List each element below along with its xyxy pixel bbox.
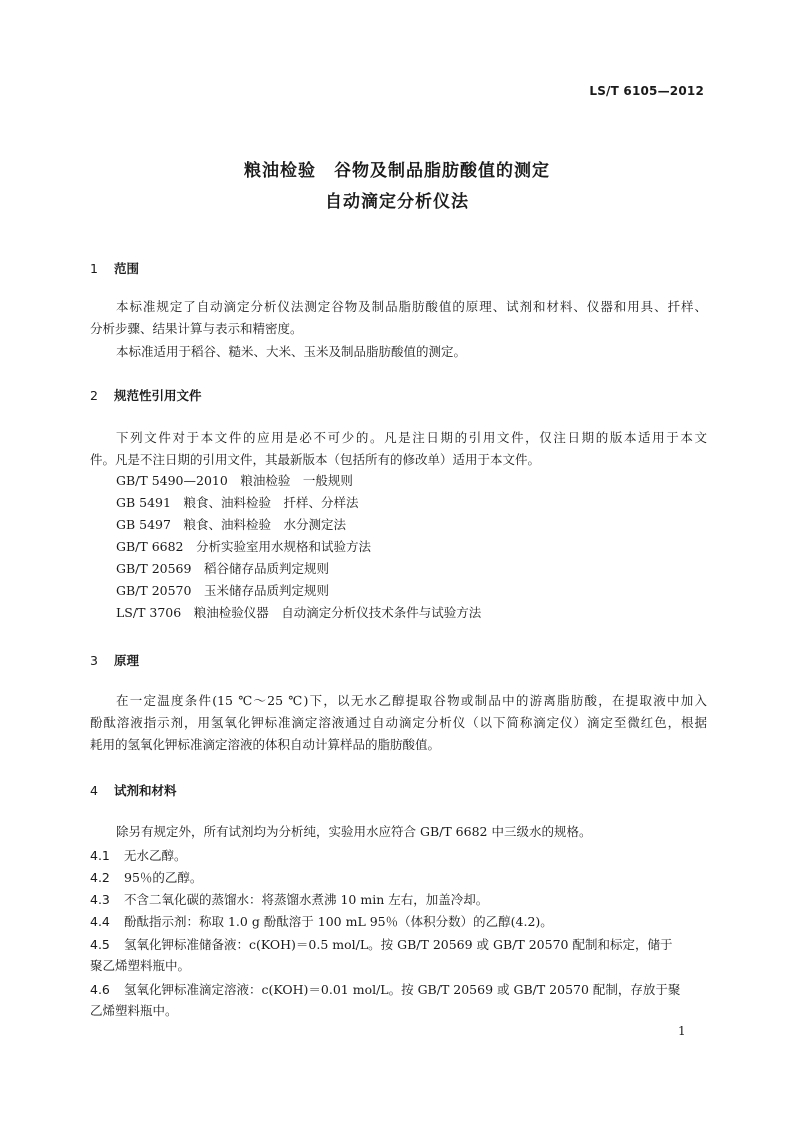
section-heading [90, 386, 202, 404]
reference-item: LS/T 3706 粮油检验仪器 自动滴定分析仪技术条件与试验方法 [116, 605, 482, 620]
list-item [90, 980, 680, 998]
list-item [90, 846, 187, 864]
list-item-continuation: 乙烯塑料瓶中。 [90, 1003, 178, 1018]
item-text: 无水乙醇。 [124, 848, 187, 863]
section-heading [90, 259, 139, 277]
section-title: 规范性引用文件 [113, 388, 202, 403]
standard-code: LS/T 6105—2012 [589, 84, 704, 98]
list-item [90, 912, 553, 930]
section-number: 4 [90, 783, 98, 798]
section-number: 3 [90, 653, 98, 668]
item-text: 不含二氧化碳的蒸馏水：将蒸馏水煮沸 10 min 左右，加盖冷却。 [124, 892, 489, 907]
reference-item: GB/T 5490—2010 粮油检验 一般规则 [116, 473, 353, 488]
paragraph-line: 除另有规定外，所有试剂均为分析纯，实验用水应符合 GB/T 6682 中三级水的规格。 [116, 824, 592, 839]
document-title-line1: 粮油检验 谷物及制品脂肪酸值的测定 [244, 161, 550, 181]
reference-item: GB/T 20569 稻谷储存品质判定规则 [116, 561, 329, 576]
paragraph-line: 件。凡是不注日期的引用文件，其最新版本（包括所有的修改单）适用于本文件。 [90, 452, 541, 467]
list-item [90, 935, 672, 953]
paragraph-line: 耗用的氢氧化钾标准滴定溶液的体积自动计算样品的脂肪酸值。 [90, 737, 441, 752]
section-number: 1 [90, 261, 98, 276]
item-text: 氢氧化钾标准储备液：c(KOH)＝0.5 mol/L。按 GB/T 20569 或 GB/T 20570 配制和标定，储于 [124, 937, 673, 952]
item-number: 4.1 [90, 848, 110, 863]
list-item [90, 868, 202, 886]
document-title-line2: 自动滴定分析仪法 [325, 192, 469, 212]
item-text: 酚酞指示剂：称取 1.0 g 酚酞溶于 100 mL 95％（体积分数）的乙醇(4.2)。 [124, 914, 553, 929]
list-item [90, 890, 488, 908]
section-heading [90, 651, 139, 669]
reference-item: GB 5497 粮食、油料检验 水分测定法 [116, 517, 346, 532]
item-number: 4.3 [90, 892, 110, 907]
reference-item: GB/T 6682 分析实验室用水规格和试验方法 [116, 539, 372, 554]
paragraph-line: 本标准规定了自动滴定分析仪法测定谷物及制品脂肪酸值的原理、试剂和材料、仪器和用具、扦样、 [116, 299, 707, 314]
paragraph-line: 分析步骤、结果计算与表示和精密度。 [90, 321, 303, 336]
list-item-continuation: 聚乙烯塑料瓶中。 [90, 958, 191, 973]
page-number: 1 [678, 1024, 686, 1038]
reference-item: GB 5491 粮食、油料检验 扦样、分样法 [116, 495, 359, 510]
reference-item: GB/T 20570 玉米储存品质判定规则 [116, 583, 329, 598]
paragraph-line: 在一定温度条件(15 ℃～25 ℃)下，以无水乙醇提取谷物或制品中的游离脂肪酸，在提取液中加入 [116, 693, 707, 708]
paragraph-line: 本标准适用于稻谷、糙米、大米、玉米及制品脂肪酸值的测定。 [116, 344, 467, 359]
item-text: 95％的乙醇。 [124, 870, 203, 885]
paragraph-line: 酚酞溶液指示剂，用氢氧化钾标准滴定溶液通过自动滴定分析仪（以下简称滴定仪）滴定至微红色，根据 [90, 715, 707, 730]
item-number: 4.6 [90, 982, 110, 997]
section-number: 2 [90, 388, 98, 403]
paragraph-line: 下列文件对于本文件的应用是必不可少的。凡是注日期的引用文件，仅注日期的版本适用于本文 [116, 430, 707, 445]
section-title: 范围 [113, 261, 139, 276]
item-text: 氢氧化钾标准滴定溶液：c(KOH)＝0.01 mol/L。按 GB/T 20569 或 GB/T 20570 配制，存放于聚 [124, 982, 681, 997]
item-number: 4.4 [90, 914, 110, 929]
section-heading [90, 781, 177, 799]
item-number: 4.2 [90, 870, 110, 885]
item-number: 4.5 [90, 937, 110, 952]
section-title: 原理 [113, 653, 139, 668]
section-title: 试剂和材料 [113, 783, 177, 798]
